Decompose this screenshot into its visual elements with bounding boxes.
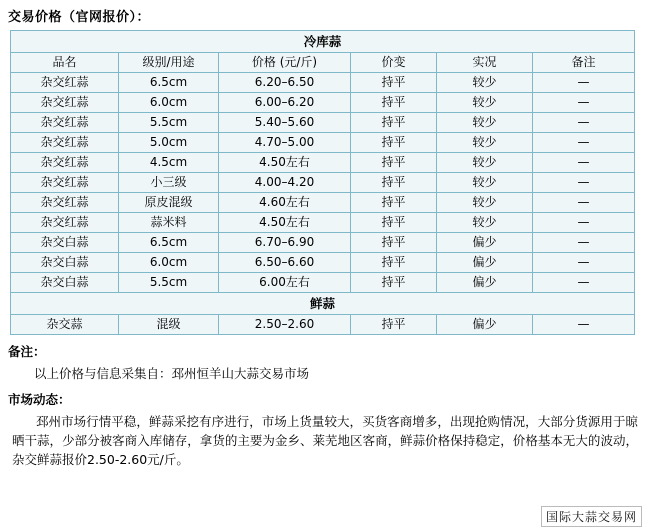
table-row (11, 133, 635, 153)
table-row (11, 233, 635, 253)
table-row (11, 113, 635, 133)
cell-price: 4.60左右 (219, 193, 351, 213)
section-header-row-1 (11, 293, 635, 315)
cell-name: 杂交白蒜 (11, 273, 119, 293)
column-header-name: 品名 (11, 53, 119, 73)
cell-grade: 6.0cm (119, 253, 219, 273)
cell-change: 持平 (351, 253, 437, 273)
section-title: 冷库蒜 (11, 31, 635, 53)
cell-status: 较少 (437, 93, 533, 113)
cell-price: 2.50–2.60 (219, 315, 351, 335)
cell-grade: 混级 (119, 315, 219, 335)
market-dynamics-body: 邳州市场行情平稳，鲜蒜采挖有序进行，市场上货量较大，买货客商增多，出现抢购情况，大部分货源用于晾晒干蒜，少部分被客商入库储存，拿货的主要为金乡、莱芜地区客商，鲜蒜价格保持稳定，价格基本无大的波动，杂交鲜蒜报价2.50-2.60元/斤。 (12, 414, 638, 467)
cell-status: 偏少 (437, 315, 533, 335)
cell-name: 杂交红蒜 (11, 213, 119, 233)
cell-remark: — (533, 133, 635, 153)
cell-remark: — (533, 113, 635, 133)
price-table (10, 30, 635, 335)
column-header-row (11, 53, 635, 73)
cell-remark: — (533, 193, 635, 213)
column-header-price: 价格 (元/斤) (219, 53, 351, 73)
cell-status: 偏少 (437, 233, 533, 253)
column-header-grade: 级别/用途 (119, 53, 219, 73)
cell-remark: — (533, 315, 635, 335)
section-title: 鲜蒜 (11, 293, 635, 315)
cell-change: 持平 (351, 273, 437, 293)
cell-change: 持平 (351, 73, 437, 93)
cell-change: 持平 (351, 113, 437, 133)
cell-status: 偏少 (437, 273, 533, 293)
cell-name: 杂交红蒜 (11, 173, 119, 193)
cell-status: 较少 (437, 73, 533, 93)
cell-price: 6.50–6.60 (219, 253, 351, 273)
cell-remark: — (533, 213, 635, 233)
table-row (11, 253, 635, 273)
cell-remark: — (533, 273, 635, 293)
cell-change: 持平 (351, 315, 437, 335)
market-dynamics-title: 市场动态： (8, 392, 71, 407)
table-row (11, 213, 635, 233)
price-table-body (11, 31, 635, 335)
cell-remark: — (533, 73, 635, 93)
cell-price: 4.50左右 (219, 213, 351, 233)
cell-grade: 4.5cm (119, 153, 219, 173)
cell-price: 4.50左右 (219, 153, 351, 173)
cell-name: 杂交白蒜 (11, 253, 119, 273)
table-row (11, 315, 635, 335)
cell-status: 较少 (437, 133, 533, 153)
cell-grade: 6.5cm (119, 233, 219, 253)
cell-name: 杂交白蒜 (11, 233, 119, 253)
cell-name: 杂交红蒜 (11, 133, 119, 153)
cell-status: 较少 (437, 153, 533, 173)
cell-price: 4.00–4.20 (219, 173, 351, 193)
cell-remark: — (533, 93, 635, 113)
cell-status: 较少 (437, 113, 533, 133)
cell-name: 杂交蒜 (11, 315, 119, 335)
cell-price: 6.20–6.50 (219, 73, 351, 93)
cell-grade: 5.5cm (119, 113, 219, 133)
note-title: 备注： (8, 344, 46, 359)
cell-status: 较少 (437, 193, 533, 213)
cell-change: 持平 (351, 213, 437, 233)
cell-remark: — (533, 233, 635, 253)
table-row (11, 93, 635, 113)
table-row (11, 73, 635, 93)
page-title: 交易价格（官网报价）： (8, 10, 151, 25)
cell-price: 6.00–6.20 (219, 93, 351, 113)
watermark-label: 国际大蒜交易网 (541, 506, 642, 527)
table-row (11, 173, 635, 193)
cell-grade: 6.0cm (119, 93, 219, 113)
cell-change: 持平 (351, 133, 437, 153)
cell-name: 杂交红蒜 (11, 113, 119, 133)
cell-remark: — (533, 153, 635, 173)
cell-name: 杂交红蒜 (11, 73, 119, 93)
cell-grade: 原皮混级 (119, 193, 219, 213)
cell-price: 6.70–6.90 (219, 233, 351, 253)
cell-grade: 5.5cm (119, 273, 219, 293)
cell-grade: 小三级 (119, 173, 219, 193)
cell-status: 较少 (437, 173, 533, 193)
table-row (11, 273, 635, 293)
cell-price: 5.40–5.60 (219, 113, 351, 133)
cell-status: 偏少 (437, 253, 533, 273)
cell-grade: 6.5cm (119, 73, 219, 93)
cell-name: 杂交红蒜 (11, 153, 119, 173)
cell-grade: 5.0cm (119, 133, 219, 153)
cell-name: 杂交红蒜 (11, 193, 119, 213)
cell-change: 持平 (351, 193, 437, 213)
cell-remark: — (533, 173, 635, 193)
cell-price: 4.70–5.00 (219, 133, 351, 153)
cell-change: 持平 (351, 153, 437, 173)
cell-change: 持平 (351, 233, 437, 253)
column-header-change: 价变 (351, 53, 437, 73)
column-header-status: 实况 (437, 53, 533, 73)
cell-price: 6.00左右 (219, 273, 351, 293)
section-header-row-0 (11, 31, 635, 53)
note-body: 以上价格与信息采集自：邳州恒羊山大蒜交易市场 (34, 366, 310, 381)
cell-change: 持平 (351, 93, 437, 113)
table-row (11, 153, 635, 173)
cell-name: 杂交红蒜 (11, 93, 119, 113)
cell-grade: 蒜米料 (119, 213, 219, 233)
table-row (11, 193, 635, 213)
cell-status: 较少 (437, 213, 533, 233)
cell-change: 持平 (351, 173, 437, 193)
cell-remark: — (533, 253, 635, 273)
column-header-remark: 备注 (533, 53, 635, 73)
